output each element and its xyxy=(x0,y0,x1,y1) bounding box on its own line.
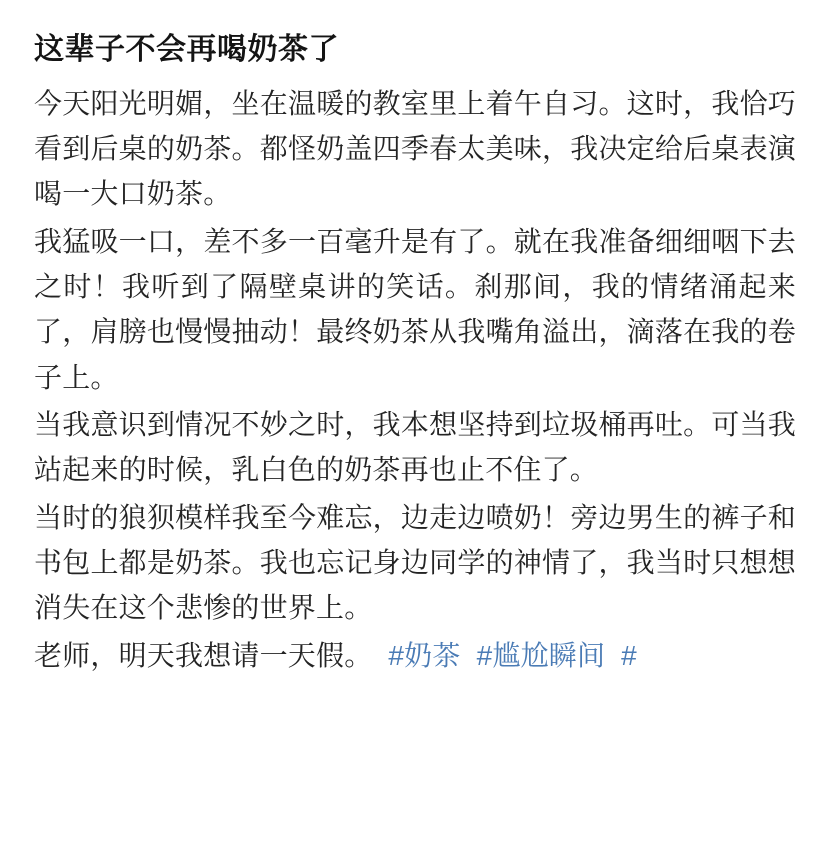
post-closing-line xyxy=(34,633,796,678)
post-paragraph-2: 我猛吸一口，差不多一百毫升是有了。就在我准备细细咽下去之时！我听到了隔壁桌讲的笑话。刹那间，我的情绪涌起来了，肩膀也慢慢抽动！最终奶茶从我嘴角溢出，滴落在我的卷子上。 xyxy=(34,225,796,393)
closing-text: 老师，明天我想请一天假。 xyxy=(34,639,373,671)
hashtag-milk-tea[interactable]: #奶茶 xyxy=(388,639,461,671)
hashtag-awkward-moment[interactable]: #尴尬瞬间 xyxy=(476,639,606,671)
post-paragraph-1: 今天阳光明媚，坐在温暖的教室里上着午自习。这时，我恰巧看到后桌的奶茶。都怪奶盖四季春太美味，我决定给后桌表演喝一大口奶茶。 xyxy=(34,87,796,210)
post-paragraph-4: 当时的狼狈模样我至今难忘，边走边喷奶！旁边男生的裤子和书包上都是奶茶。我也忘记身边同学的神情了，我当时只想想消失在这个悲惨的世界上。 xyxy=(34,501,796,624)
page-title: 这辈子不会再喝奶茶了 xyxy=(34,33,339,66)
hashtag-trailing[interactable]: # xyxy=(621,639,637,671)
post-paragraph-3: 当我意识到情况不妙之时，我本想坚持到垃圾桶再吐。可当我站起来的时候，乳白色的奶茶再也止不住了。 xyxy=(34,409,796,486)
